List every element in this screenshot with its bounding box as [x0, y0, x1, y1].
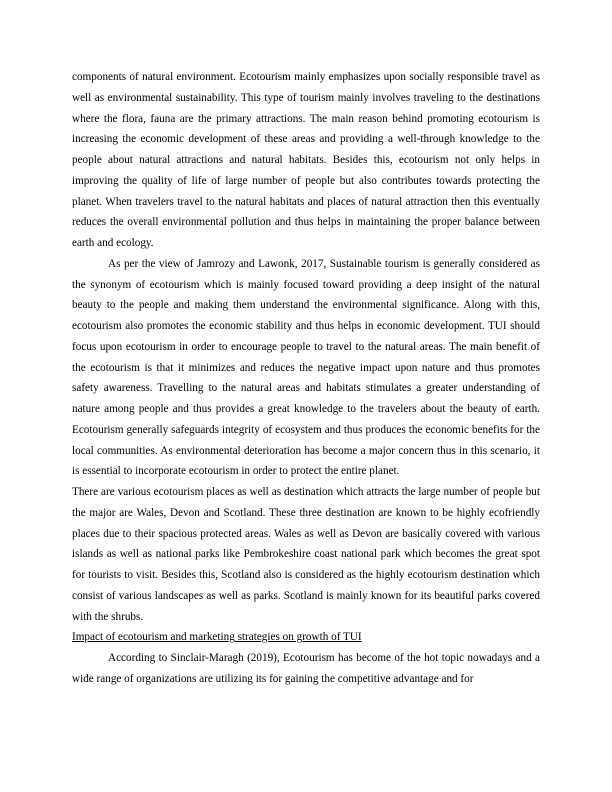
- body-paragraph-1: components of natural environment. Ecotourism mainly emphasizes upon socially responsible travel as well as environmental sustainability. This type of tourism mainly involves traveling to the destinations where the flora, fauna are the primary attractions. The main reason behind promoting ecotourism is increasing the economic development of these areas and providing a well-through knowledge to the people about natural attractions and natural habitats. Besides this, ecotourism not only helps in improving the quality of life of large number of people but also contributes towards protecting the planet. When travelers travel to the natural habitats and places of natural attraction then this eventually reduces the overall environmental pollution and thus helps in maintaining the proper balance between earth and ecology.: [72, 71, 540, 249]
- body-paragraph-2: As per the view of Jamrozy and Lawonk, 2017, Sustainable tourism is generally considered as the synonym of ecotourism which is mainly focused toward providing a deep insight of the natural beauty to the people and making them understand the environmental significance. Along with this, ecotourism also promotes the economic stability and thus helps in economic development. TUI should focus upon ecotourism in order to encourage people to travel to the natural areas. The main benefit of the ecotourism is that it minimizes and reduces the negative impact upon nature and thus promotes safety awareness. Travelling to the natural areas and habitats stimulates a greater understanding of nature among people and thus provides a great knowledge to the travelers about the beauty of earth. Ecotourism generally safeguards integrity of ecosystem and thus produces the economic benefits for the local communities. As environmental deterioration has become a major concern thus in this scenario, it is essential to incorporate ecotourism in order to protect the entire planet.: [72, 257, 540, 478]
- section-heading: Impact of ecotourism and marketing strategies on growth of TUI: [72, 631, 362, 644]
- document-body: [72, 67, 540, 690]
- body-paragraph-3: There are various ecotourism places as well as destination which attracts the large number of people but the major are Wales, Devon and Scotland. These three destination are known to be highly ecofriendly places due to their spacious protected areas. Wales as well as Devon are basically covered with various islands as well as national parks like Pembrokeshire coast national park which becomes the great spot for tourists to visit. Besides this, Scotland also is considered as the highly ecotourism destination which consist of various landscapes as well as parks. Scotland is mainly known for its beautiful parks covered with the shrubs.: [72, 486, 540, 623]
- body-paragraph-4: According to Sinclair-Maragh (2019), Ecotourism has become of the hot topic nowadays and a wide range of organizations are utilizing its for gaining the competitive advantage and for: [72, 652, 540, 685]
